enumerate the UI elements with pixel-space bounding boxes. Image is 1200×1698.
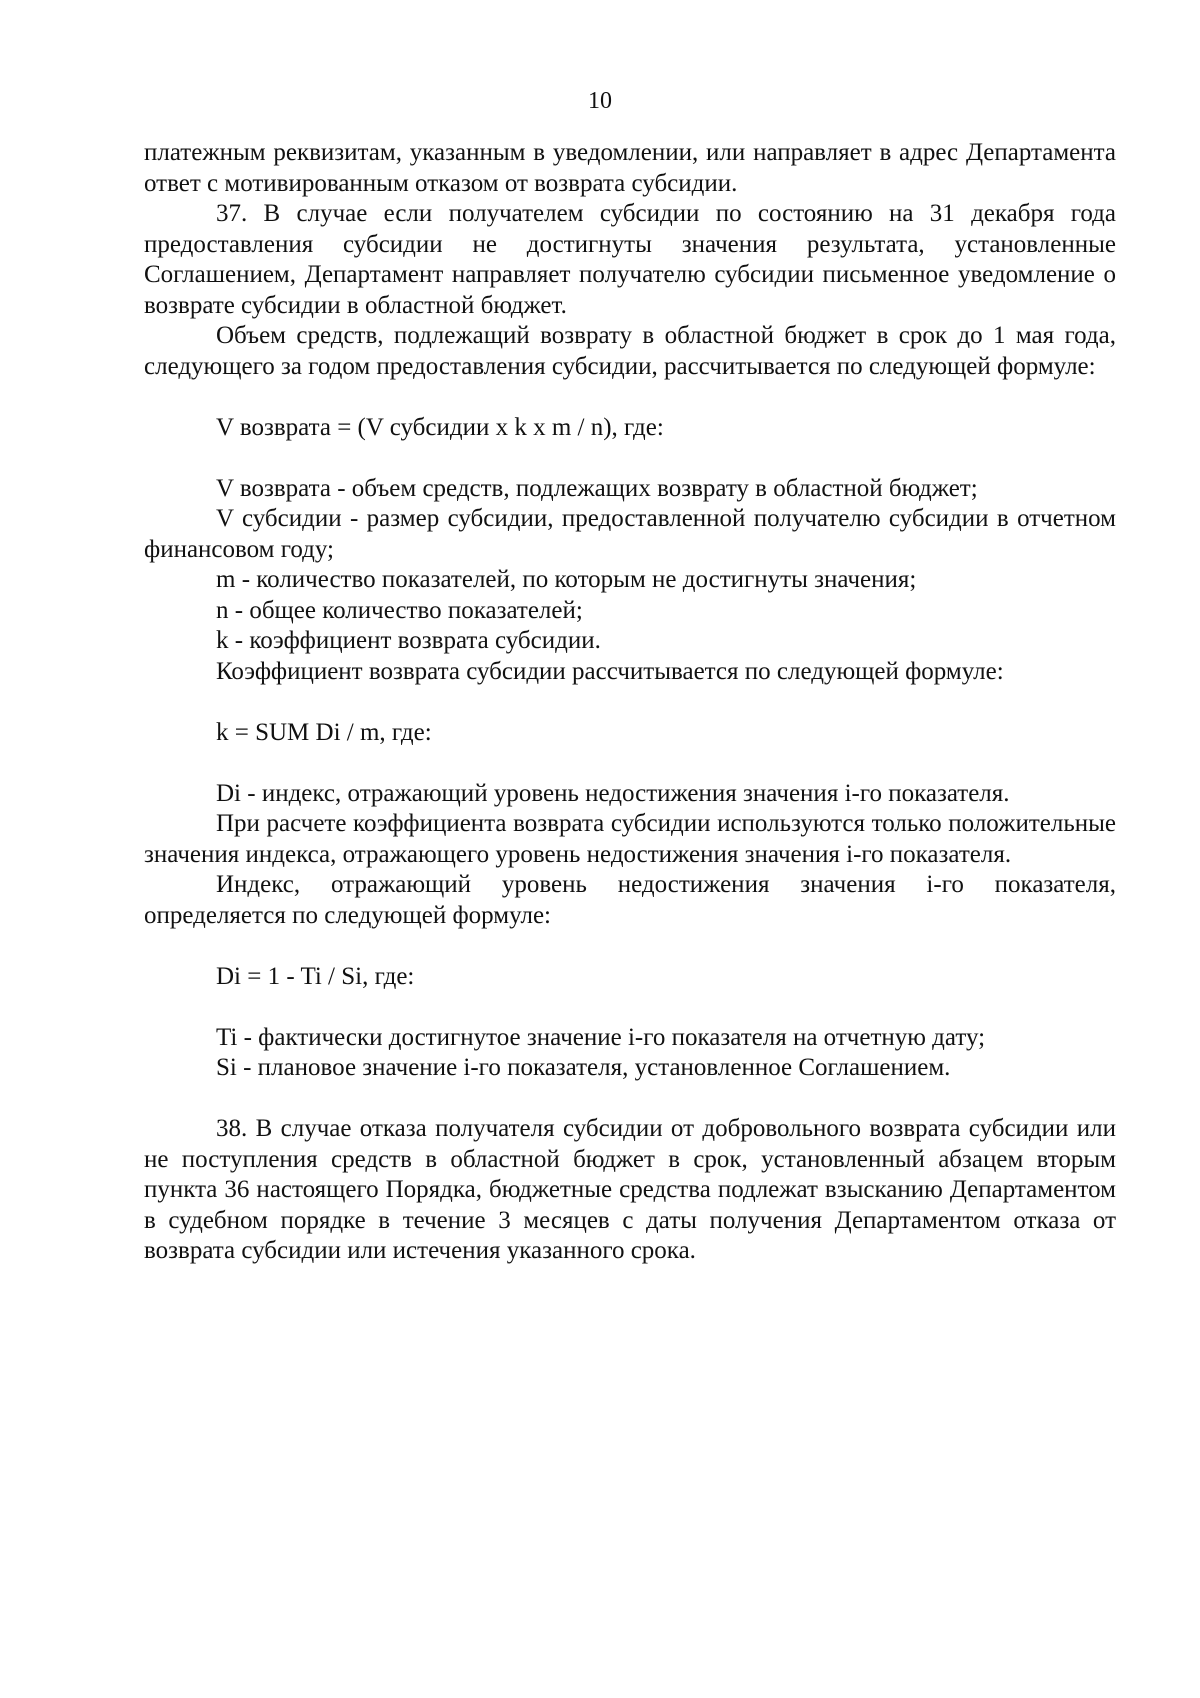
- spacer: [144, 687, 1116, 718]
- definition-n: n - общее количество показателей;: [216, 596, 583, 624]
- page-number: 10: [588, 88, 612, 114]
- paragraph-37: 37. В случае если получателем субсидии по состоянию на 31 декабря года предоставления субсидии не достигнуты значения результата, установленные Соглашением, Департамент направляет получателю субсидии письменное уведомление о возврате субсидии в областной бюджет.: [144, 200, 1116, 319]
- definition-k: k - коэффициент возврата субсидии.: [216, 627, 601, 654]
- spacer: [144, 382, 1116, 413]
- formula-return-volume: V возврата = (V субсидии x k x m / n), где:: [216, 413, 664, 441]
- paragraph-index: Индекс, отражающий уровень недостижения значения i-го показателя, определяется по следующей формуле:: [144, 871, 1116, 929]
- paragraph-38: 38. В случае отказа получателя субсидии от добровольного возврата субсидии или не поступления средств в областной бюджет в срок, установленный абзацем вторым пункта 36 настоящего Порядка, бюджетные средства подлежат взысканию Департаментом в судебном порядке в течение 3 месяцев с даты получения Департаментом отказа от возврата субсидии или истечения указанного срока.: [144, 1115, 1116, 1264]
- definition-si: Si - плановое значение i-го показателя, установленное Соглашением.: [216, 1054, 951, 1081]
- definition-v-subsidy: V субсидии - размер субсидии, предоставленной получателю субсидии в отчетном финансовом году;: [144, 505, 1116, 563]
- definition-ti: Ti - фактически достигнутое значение i-го показателя на отчетную дату;: [216, 1023, 986, 1051]
- paragraph-return-volume: Объем средств, подлежащий возврату в областной бюджет в срок до 1 мая года, следующего за годом предоставления субсидии, рассчитывается по следующей формуле:: [144, 322, 1116, 380]
- definition-di: Di - индекс, отражающий уровень недостижения значения i-го показателя.: [216, 779, 1010, 807]
- formula-coefficient: k = SUM Di / m, где:: [216, 718, 432, 746]
- formula-index: Di = 1 - Ti / Si, где:: [216, 962, 415, 990]
- paragraph-coefficient: Коэффициент возврата субсидии рассчитывается по следующей формуле:: [216, 657, 1004, 685]
- spacer: [144, 1084, 1116, 1115]
- definition-v-return: V возврата - объем средств, подлежащих возврату в областной бюджет;: [216, 474, 978, 502]
- spacer: [144, 931, 1116, 962]
- definition-m: m - количество показателей, по которым не достигнуты значения;: [216, 566, 917, 593]
- spacer: [144, 992, 1116, 1023]
- document-body: [144, 138, 1116, 1267]
- paragraph-continuation: платежным реквизитам, указанным в уведомлении, или направляет в адрес Департамента ответ с мотивированным отказом от возврата субсидии.: [144, 139, 1116, 197]
- spacer: [144, 443, 1116, 474]
- spacer: [144, 748, 1116, 779]
- paragraph-positive-values: При расчете коэффициента возврата субсидии используются только положительные значения индекса, отражающего уровень недостижения значения i-го показателя.: [144, 810, 1116, 868]
